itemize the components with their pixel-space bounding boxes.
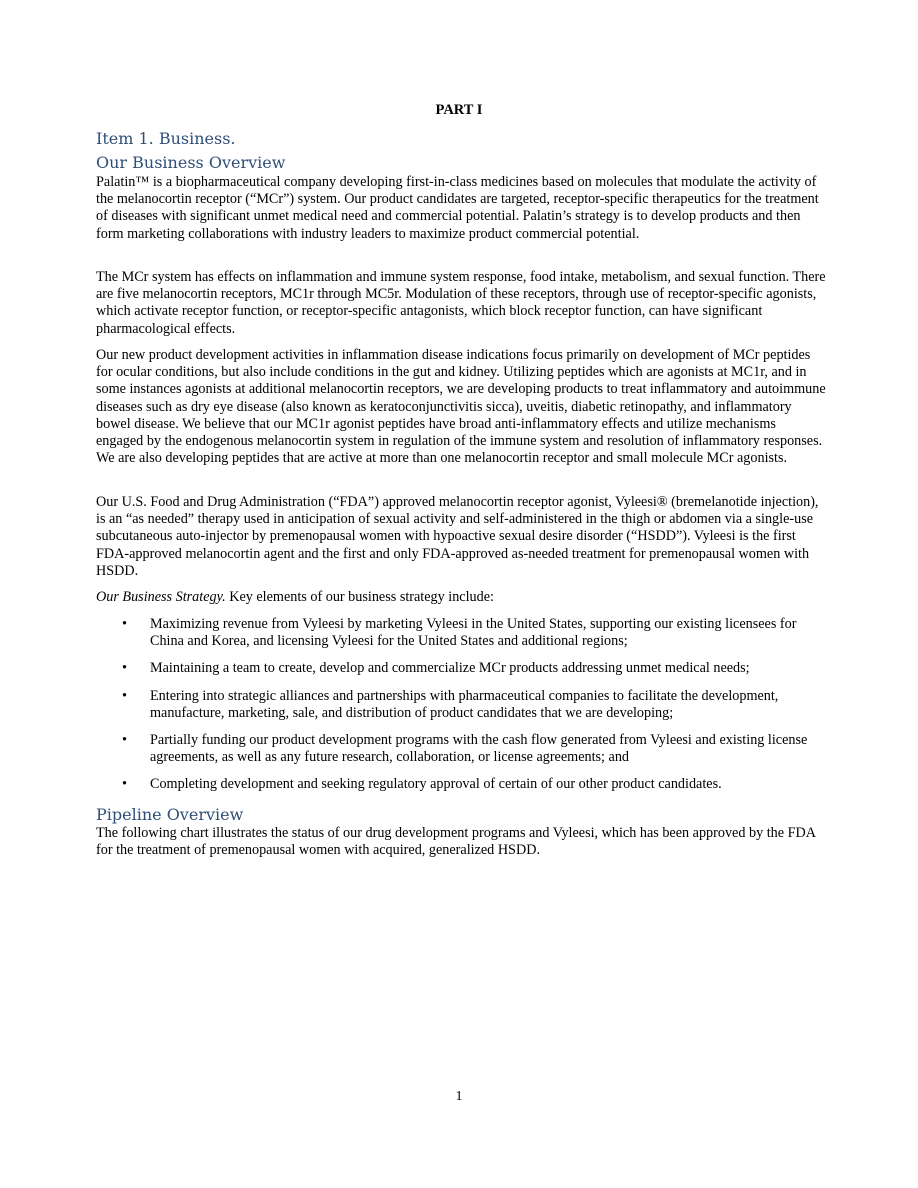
list-item: [96, 776, 826, 793]
page-number: 1: [455, 1089, 463, 1104]
strategy-label: Our Business Strategy.: [96, 589, 226, 605]
strategy-list: [96, 616, 826, 804]
list-item: [96, 616, 826, 650]
bullet-icon: •: [122, 660, 127, 677]
pipeline-paragraph: [96, 825, 826, 859]
part-title: PART I: [435, 102, 483, 118]
list-item-text: Maximizing revenue from Vyleesi by marketing Vyleesi in the United States, supporting our existing licensees for China and Korea, and licensing Vyleesi for the United States and additional regions;: [150, 616, 797, 650]
bullet-icon: •: [122, 776, 127, 793]
list-item-text: Completing development and seeking regulatory approval of certain of our other product candidates.: [150, 776, 722, 793]
overview-paragraph-2: [96, 269, 826, 338]
overview-paragraph-1: [96, 174, 826, 243]
paragraph-text: [96, 589, 826, 606]
pipeline-heading: Pipeline Overview: [96, 805, 244, 824]
bullet-icon: •: [122, 616, 127, 632]
paragraph-text: The MCr system has effects on inflammation and immune system response, food intake, metabolism, and sexual function. There are five melanocortin receptors, MC1r through MC5r. Modulation of these receptors, through use of receptor-specific agonists, which activate receptor function, or receptor-specific antagonists, which block receptor function, can have significant pharmacological effects.: [96, 269, 826, 337]
paragraph-text: Palatin™ is a biopharmaceutical company developing first-in-class medicines based on molecules that modulate the activity of the melanocortin receptor (“MCr”) system. Our product candidates are targeted, receptor-specific therapeutics for the treatment of diseases with significant unmet medical need and commercial potential. Palatin’s strategy is to develop products and then form marketing collaborations with industry leaders to maximize product commercial potential.: [96, 174, 819, 242]
bullet-icon: •: [122, 687, 127, 704]
overview-heading: Our Business Overview: [96, 153, 286, 172]
paragraph-text: Our new product development activities in inflammation disease indications focus primarily on development of MCr peptides for ocular conditions, but also include conditions in the gut and kidney. Utilizing peptides which are agonists at MC1r, and in some instances agonists at additional melanocortin receptors, we are developing products to treat inflammatory and autoimmune diseases such as dry eye disease (also known as keratoconjunctivitis sicca), uveitis, diabetic retinopathy, and inflammatory bowel disease. We believe that our MC1r agonist peptides have broad anti-inflammatory effects and utilize mechanisms engaged by the endogenous melanocortin system in regulation of the immune system and resolution of inflammatory responses. We are also developing peptides that are active at more than one melanocortin receptor and small molecule MCr agonists.: [96, 347, 826, 467]
paragraph-text: Our U.S. Food and Drug Administration (“FDA”) approved melanocortin receptor agonist, Vyleesi® (bremelanotide injection), is an “as needed” therapy used in anticipation of sexual activity and self-administered in the thigh or abdomen via a single-use subcutaneous auto-injector by premenopausal women with hypoactive sexual desire disorder (“HSDD”). Vyleesi is the first FDA-approved melanocortin agent and the first and only FDA-approved as-needed treatment for premenopausal women with HSDD.: [96, 494, 819, 579]
list-item: [96, 732, 826, 766]
bullet-icon: •: [122, 732, 127, 749]
list-item-text: Entering into strategic alliances and partnerships with pharmaceutical companies to facilitate the development, manufacture, marketing, sale, and distribution of product candidates that we are developing;: [150, 687, 779, 721]
strategy-intro-text: Key elements of our business strategy include:: [225, 589, 494, 605]
paragraph-text: The following chart illustrates the status of our drug development programs and Vyleesi, which has been approved by the FDA for the treatment of premenopausal women with acquired, generalized HSDD.: [96, 825, 816, 859]
overview-paragraph-3: [96, 347, 826, 467]
overview-paragraph-4: [96, 494, 826, 580]
list-item: [96, 660, 826, 677]
list-item: [96, 688, 826, 722]
item-heading: Item 1. Business.: [96, 129, 236, 148]
list-item-text: Partially funding our product development programs with the cash flow generated from Vyleesi and existing license agreements, as well as any future research, collaboration, or license agreements; and: [150, 732, 808, 766]
list-item-text: Maintaining a team to create, develop and commercialize MCr products addressing unmet medical needs;: [150, 660, 750, 677]
strategy-intro: [96, 589, 826, 606]
